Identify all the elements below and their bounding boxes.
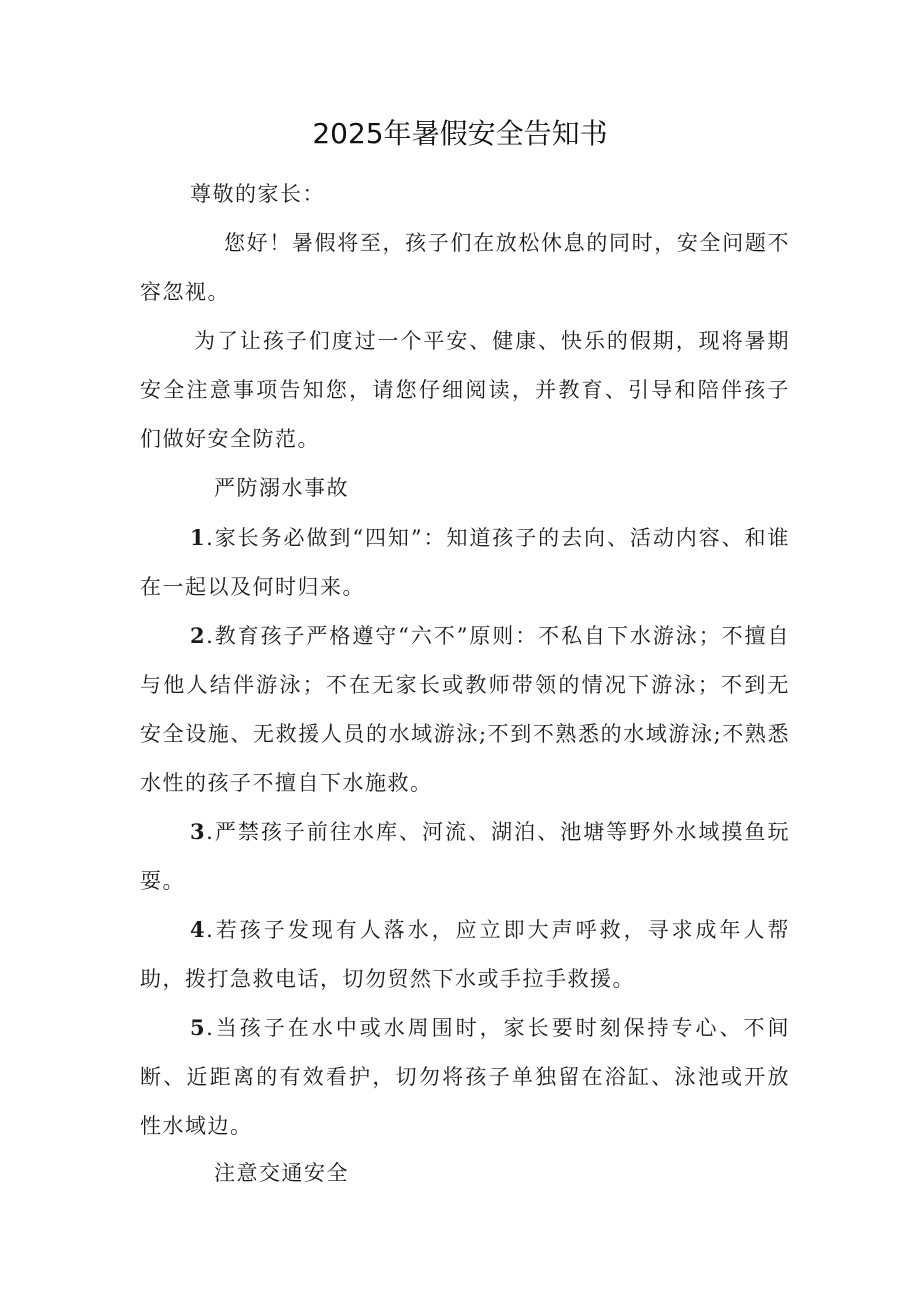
list-item: [140, 807, 790, 906]
list-item: [140, 1003, 790, 1151]
document-title: 2025年暑假安全告知书: [312, 117, 608, 150]
section-heading-traffic: 注意交通安全: [214, 1161, 349, 1185]
item-number: 4: [190, 917, 207, 942]
item-number: 5: [190, 1015, 207, 1040]
item-text: .若孩子发现有人落水，应立即大声呼救，寻求成年人帮助，拨打急救电话，切勿贸然下水或手拉手救援。: [140, 918, 790, 991]
purpose-paragraph: 为了让孩子们度过一个平安、健康、快乐的假期，现将暑期安全注意事项告知您，请您仔细阅读，并教育、引导和陪伴孩子们做好安全防范。: [140, 329, 790, 451]
intro-paragraph: 您好！暑假将至，孩子们在放松休息的同时，安全问题不容忽视。: [140, 231, 790, 304]
list-item: [140, 513, 790, 612]
item-number: 1: [190, 525, 207, 550]
item-number: 3: [190, 819, 207, 844]
item-text: .教育孩子严格遵守“六不”原则：不私自下水游泳；不擅自与他人结伴游泳；不在无家长或教师带领的情况下游泳；不到无安全设施、无救援人员的水域游泳;不到不熟悉的水域游泳;不熟悉水性的孩子不擅自下水施救。: [140, 624, 790, 795]
section-heading-drowning: 严防溺水事故: [214, 476, 349, 500]
greeting: 尊敬的家长：: [190, 182, 325, 206]
item-text: .家长务必做到“四知”：知道孩子的去向、活动内容、和谁在一起以及何时归来。: [140, 526, 790, 599]
item-number: 2: [190, 623, 207, 648]
item-text: .当孩子在水中或水周围时，家长要时刻保持专心、不间断、近距离的有效看护，切勿将孩子单独留在浴缸、泳池或开放性水域边。: [140, 1016, 790, 1138]
item-text: .严禁孩子前往水库、河流、湖泊、池塘等野外水域摸鱼玩耍。: [140, 820, 790, 893]
list-item: [140, 905, 790, 1004]
list-item: [140, 611, 790, 808]
